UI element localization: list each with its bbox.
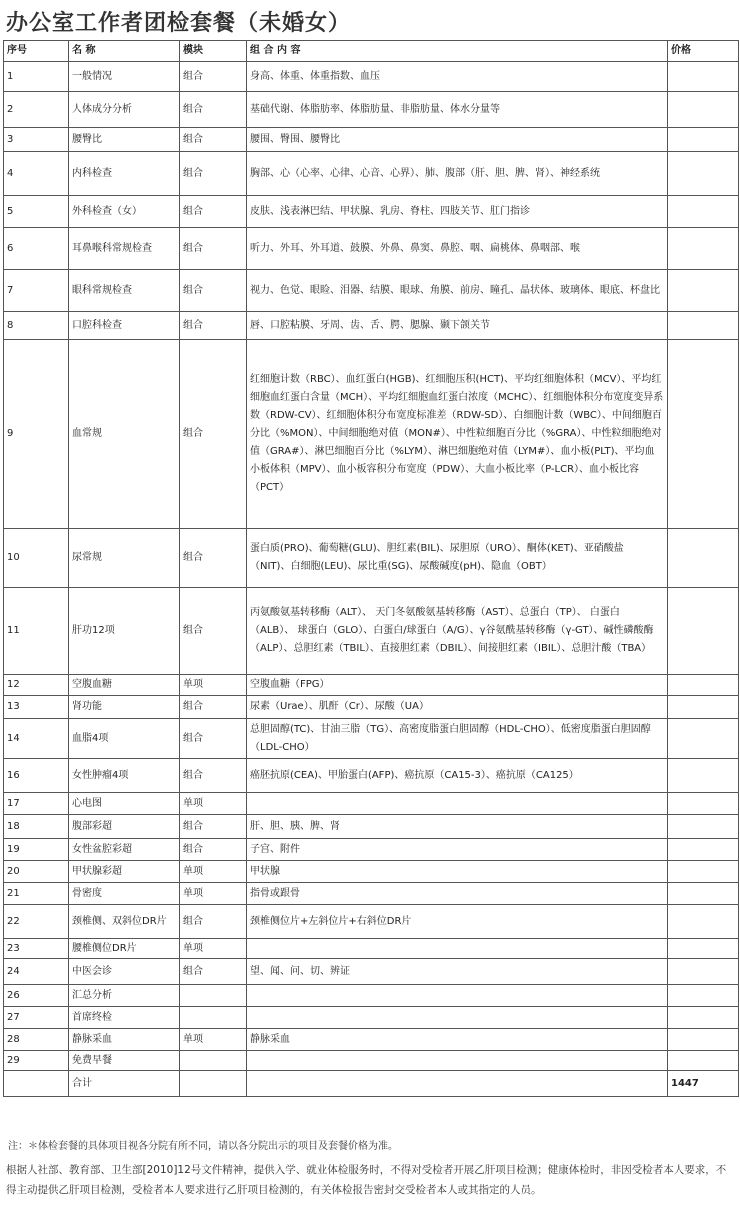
- total-content: [247, 1071, 668, 1097]
- table-row: [4, 675, 739, 696]
- table-row: [4, 92, 739, 128]
- row-name: 眼科常规检查: [69, 270, 180, 312]
- row-seq: 3: [4, 128, 69, 152]
- total-module: [180, 1071, 247, 1097]
- row-price: [668, 959, 739, 985]
- row-module: 组合: [180, 92, 247, 128]
- row-module: 单项: [180, 1029, 247, 1051]
- row-module: [180, 1007, 247, 1029]
- row-module: 组合: [180, 839, 247, 861]
- row-name: 女性盆腔彩超: [69, 839, 180, 861]
- row-seq: 1: [4, 62, 69, 92]
- table-row: [4, 839, 739, 861]
- row-seq: 19: [4, 839, 69, 861]
- row-seq: 21: [4, 883, 69, 905]
- row-price: [668, 861, 739, 883]
- row-module: 单项: [180, 793, 247, 815]
- row-content: [247, 1051, 668, 1071]
- table-row: [4, 939, 739, 959]
- table-body: [4, 62, 739, 1071]
- row-module: 组合: [180, 128, 247, 152]
- row-module: 组合: [180, 959, 247, 985]
- row-price: [668, 759, 739, 793]
- row-price: [668, 92, 739, 128]
- row-seq: 6: [4, 228, 69, 270]
- table-row: [4, 312, 739, 340]
- row-module: 组合: [180, 196, 247, 228]
- row-price: [668, 1029, 739, 1051]
- row-module: 单项: [180, 861, 247, 883]
- row-price: [668, 196, 739, 228]
- table-row: [4, 340, 739, 529]
- row-price: [668, 312, 739, 340]
- table-row: [4, 959, 739, 985]
- row-content: 视力、色觉、眼睑、泪器、结膜、眼球、角膜、前房、瞳孔、晶状体、玻璃体、眼底、杯盘比: [247, 270, 668, 312]
- row-seq: 10: [4, 529, 69, 588]
- row-content: 癌胚抗原(CEA)、甲胎蛋白(AFP)、癌抗原（CA15-3）、癌抗原（CA125）: [247, 759, 668, 793]
- table-header: [4, 41, 739, 62]
- row-seq: 24: [4, 959, 69, 985]
- note-price: 注：＊体检套餐的具体项目视各分院有所不同，请以各分院出示的项目及套餐价格为准。: [8, 1141, 398, 1152]
- row-seq: 28: [4, 1029, 69, 1051]
- total-seq: [4, 1071, 69, 1097]
- row-content: [247, 939, 668, 959]
- row-content: 甲状腺: [247, 861, 668, 883]
- row-content: 丙氨酸氨基转移酶（ALT）、 天门冬氨酸氨基转移酶（AST）、总蛋白（TP）、 白蛋白（ALB）、 球蛋白（GLO）、白蛋白/球蛋白（A/G）、γ谷氨酰基转移酶（γ-GT）、碱性磷酸酶（ALP）、总胆红素（TBIL）、直接胆红素（DBIL）、间接胆红素（IBIL）、总胆汁酸（TBA）: [247, 588, 668, 675]
- row-content: 唇、口腔粘膜、牙周、齿、舌、腭、腮腺、颞下颌关节: [247, 312, 668, 340]
- row-price: [668, 270, 739, 312]
- package-table: [3, 40, 739, 1097]
- table-row: [4, 696, 739, 719]
- row-module: 组合: [180, 719, 247, 759]
- row-module: 组合: [180, 228, 247, 270]
- row-content: 空腹血糖（FPG）: [247, 675, 668, 696]
- row-name: 甲状腺彩超: [69, 861, 180, 883]
- row-content: [247, 1007, 668, 1029]
- table-row: [4, 588, 739, 675]
- row-seq: 16: [4, 759, 69, 793]
- note-hepatitis: 根据人社部、教育部、卫生部[2010]12号文件精神，提供入学、就业体检服务时，不得对受检者开展乙肝项目检测；健康体检时，非因受检者本人要求，不得主动提供乙肝项目检测，受检者本人要求进行乙肝项目检测的，有关体检报告密封交受检者本人或其指定的人员。: [6, 1164, 727, 1196]
- row-name: 外科检查（女）: [69, 196, 180, 228]
- row-content: 皮肤、浅表淋巴结、甲状腺、乳房、脊柱、四肢关节、肛门指诊: [247, 196, 668, 228]
- row-seq: 22: [4, 905, 69, 939]
- row-price: [668, 152, 739, 196]
- header-content: 组 合 内 容: [247, 41, 668, 62]
- table-row: [4, 152, 739, 196]
- row-seq: 11: [4, 588, 69, 675]
- row-module: [180, 985, 247, 1007]
- row-price: [668, 588, 739, 675]
- row-seq: 20: [4, 861, 69, 883]
- row-seq: 12: [4, 675, 69, 696]
- row-name: 骨密度: [69, 883, 180, 905]
- row-module: 组合: [180, 340, 247, 529]
- row-module: 组合: [180, 905, 247, 939]
- row-content: 听力、外耳、外耳道、鼓膜、外鼻、鼻窦、鼻腔、咽、扁桃体、鼻咽部、喉: [247, 228, 668, 270]
- row-module: 组合: [180, 759, 247, 793]
- row-price: [668, 815, 739, 839]
- row-content: 蛋白质(PRO)、葡萄糖(GLU)、胆红素(BIL)、尿胆原（URO）、酮体(KET)、亚硝酸盐（NIT)、白细胞(LEU)、尿比重(SG)、尿酸碱度(pH)、隐血（OBT）: [247, 529, 668, 588]
- row-content: 子宫、附件: [247, 839, 668, 861]
- row-name: 中医会诊: [69, 959, 180, 985]
- row-price: [668, 1051, 739, 1071]
- row-module: 单项: [180, 675, 247, 696]
- row-name: 汇总分析: [69, 985, 180, 1007]
- row-content: 基础代谢、体脂肪率、体脂肪量、非脂肪量、体水分量等: [247, 92, 668, 128]
- row-name: 人体成分分析: [69, 92, 180, 128]
- row-seq: 13: [4, 696, 69, 719]
- row-price: [668, 939, 739, 959]
- table-row: [4, 228, 739, 270]
- table-row: [4, 793, 739, 815]
- header-price: 价格: [668, 41, 739, 62]
- row-name: 静脉采血: [69, 1029, 180, 1051]
- row-seq: 26: [4, 985, 69, 1007]
- row-content: 静脉采血: [247, 1029, 668, 1051]
- table-row: [4, 883, 739, 905]
- total-price: 1447: [668, 1071, 739, 1097]
- row-name: 耳鼻喉科常规检查: [69, 228, 180, 270]
- row-module: 组合: [180, 588, 247, 675]
- row-seq: 5: [4, 196, 69, 228]
- row-price: [668, 529, 739, 588]
- table-row: [4, 1051, 739, 1071]
- table-row: [4, 529, 739, 588]
- table-row: [4, 905, 739, 939]
- row-content: 尿素（Urae）、肌酐（Cr）、尿酸（UA）: [247, 696, 668, 719]
- row-price: [668, 793, 739, 815]
- row-module: 组合: [180, 270, 247, 312]
- row-content: [247, 985, 668, 1007]
- row-price: [668, 62, 739, 92]
- row-content: 胸部、心（心率、心律、心音、心界）、肺、腹部（肝、胆、脾、肾）、神经系统: [247, 152, 668, 196]
- row-name: 腹部彩超: [69, 815, 180, 839]
- table-row: [4, 1007, 739, 1029]
- row-content: 总胆固醇(TC)、甘油三脂（TG）、高密度脂蛋白胆固醇（HDL-CHO）、低密度脂蛋白胆固醇（LDL-CHO）: [247, 719, 668, 759]
- row-name: 女性肿瘤4项: [69, 759, 180, 793]
- row-seq: 4: [4, 152, 69, 196]
- row-name: 内科检查: [69, 152, 180, 196]
- row-name: 口腔科检查: [69, 312, 180, 340]
- row-seq: 8: [4, 312, 69, 340]
- row-module: 组合: [180, 312, 247, 340]
- row-module: 组合: [180, 62, 247, 92]
- row-price: [668, 985, 739, 1007]
- row-module: 单项: [180, 883, 247, 905]
- row-price: [668, 696, 739, 719]
- row-name: 首席终检: [69, 1007, 180, 1029]
- row-name: 心电图: [69, 793, 180, 815]
- row-content: 指骨或跟骨: [247, 883, 668, 905]
- row-seq: 7: [4, 270, 69, 312]
- row-name: 空腹血糖: [69, 675, 180, 696]
- header-name: 名 称: [69, 41, 180, 62]
- row-name: 尿常规: [69, 529, 180, 588]
- row-name: 血脂4项: [69, 719, 180, 759]
- header-seq: 序号: [4, 41, 69, 62]
- table-row: [4, 128, 739, 152]
- row-module: 组合: [180, 815, 247, 839]
- table-row: [4, 196, 739, 228]
- table-row: [4, 861, 739, 883]
- total-label: 合计: [69, 1071, 180, 1097]
- header-module: 模块: [180, 41, 247, 62]
- row-module: 组合: [180, 152, 247, 196]
- row-price: [668, 675, 739, 696]
- row-price: [668, 340, 739, 529]
- row-seq: 17: [4, 793, 69, 815]
- row-name: 肾功能: [69, 696, 180, 719]
- row-content: 颈椎侧位片+左斜位片+右斜位DR片: [247, 905, 668, 939]
- row-price: [668, 228, 739, 270]
- row-seq: 9: [4, 340, 69, 529]
- row-price: [668, 839, 739, 861]
- row-seq: 23: [4, 939, 69, 959]
- table-row: [4, 719, 739, 759]
- row-module: [180, 1051, 247, 1071]
- row-name: 颈椎侧、双斜位DR片: [69, 905, 180, 939]
- row-name: 血常规: [69, 340, 180, 529]
- row-seq: 18: [4, 815, 69, 839]
- row-price: [668, 128, 739, 152]
- row-content: [247, 793, 668, 815]
- row-content: 红细胞计数（RBC）、血红蛋白(HGB)、红细胞压积(HCT)、平均红细胞体积（MCV）、平均红细胞血红蛋白含量（MCH）、平均红细胞血红蛋白浓度（MCHC）、红细胞体积分布宽度变异系数（RDW-CV）、红细胞体积分布宽度标准差（RDW-SD）、白细胞计数（WBC）、中间细胞百分比（%MON）、中间细胞绝对值（MON#）、中性粒细胞百分比（%GRA）、中性粒细胞绝对值（GRA#）、淋巴细胞百分比（%LYM）、淋巴细胞绝对值（LYM#）、血小板(PLT)、平均血小板体积（MPV）、血小板容积分布宽度（PDW）、大血小板比率（P-LCR）、血小板比容（PCT）: [247, 340, 668, 529]
- row-content: 肝、胆、胰、脾、肾: [247, 815, 668, 839]
- total-row: [4, 1071, 739, 1097]
- row-module: 单项: [180, 939, 247, 959]
- row-seq: 14: [4, 719, 69, 759]
- table-row: [4, 62, 739, 92]
- row-seq: 27: [4, 1007, 69, 1029]
- row-seq: 29: [4, 1051, 69, 1071]
- row-name: 腰臀比: [69, 128, 180, 152]
- row-module: 组合: [180, 529, 247, 588]
- row-content: 腰围、臀围、腰臀比: [247, 128, 668, 152]
- row-price: [668, 905, 739, 939]
- row-price: [668, 719, 739, 759]
- table-row: [4, 759, 739, 793]
- table-row: [4, 815, 739, 839]
- page-title: 办公室工作者团检套餐（未婚女）: [6, 11, 352, 36]
- table-row: [4, 985, 739, 1007]
- row-name: 腰椎侧位DR片: [69, 939, 180, 959]
- table-row: [4, 270, 739, 312]
- row-price: [668, 1007, 739, 1029]
- row-content: 望、闻、问、切、辨证: [247, 959, 668, 985]
- row-name: 一般情况: [69, 62, 180, 92]
- row-module: 组合: [180, 696, 247, 719]
- row-name: 免费早餐: [69, 1051, 180, 1071]
- row-name: 肝功12项: [69, 588, 180, 675]
- row-content: 身高、体重、体重指数、血压: [247, 62, 668, 92]
- row-seq: 2: [4, 92, 69, 128]
- row-price: [668, 883, 739, 905]
- table-row: [4, 1029, 739, 1051]
